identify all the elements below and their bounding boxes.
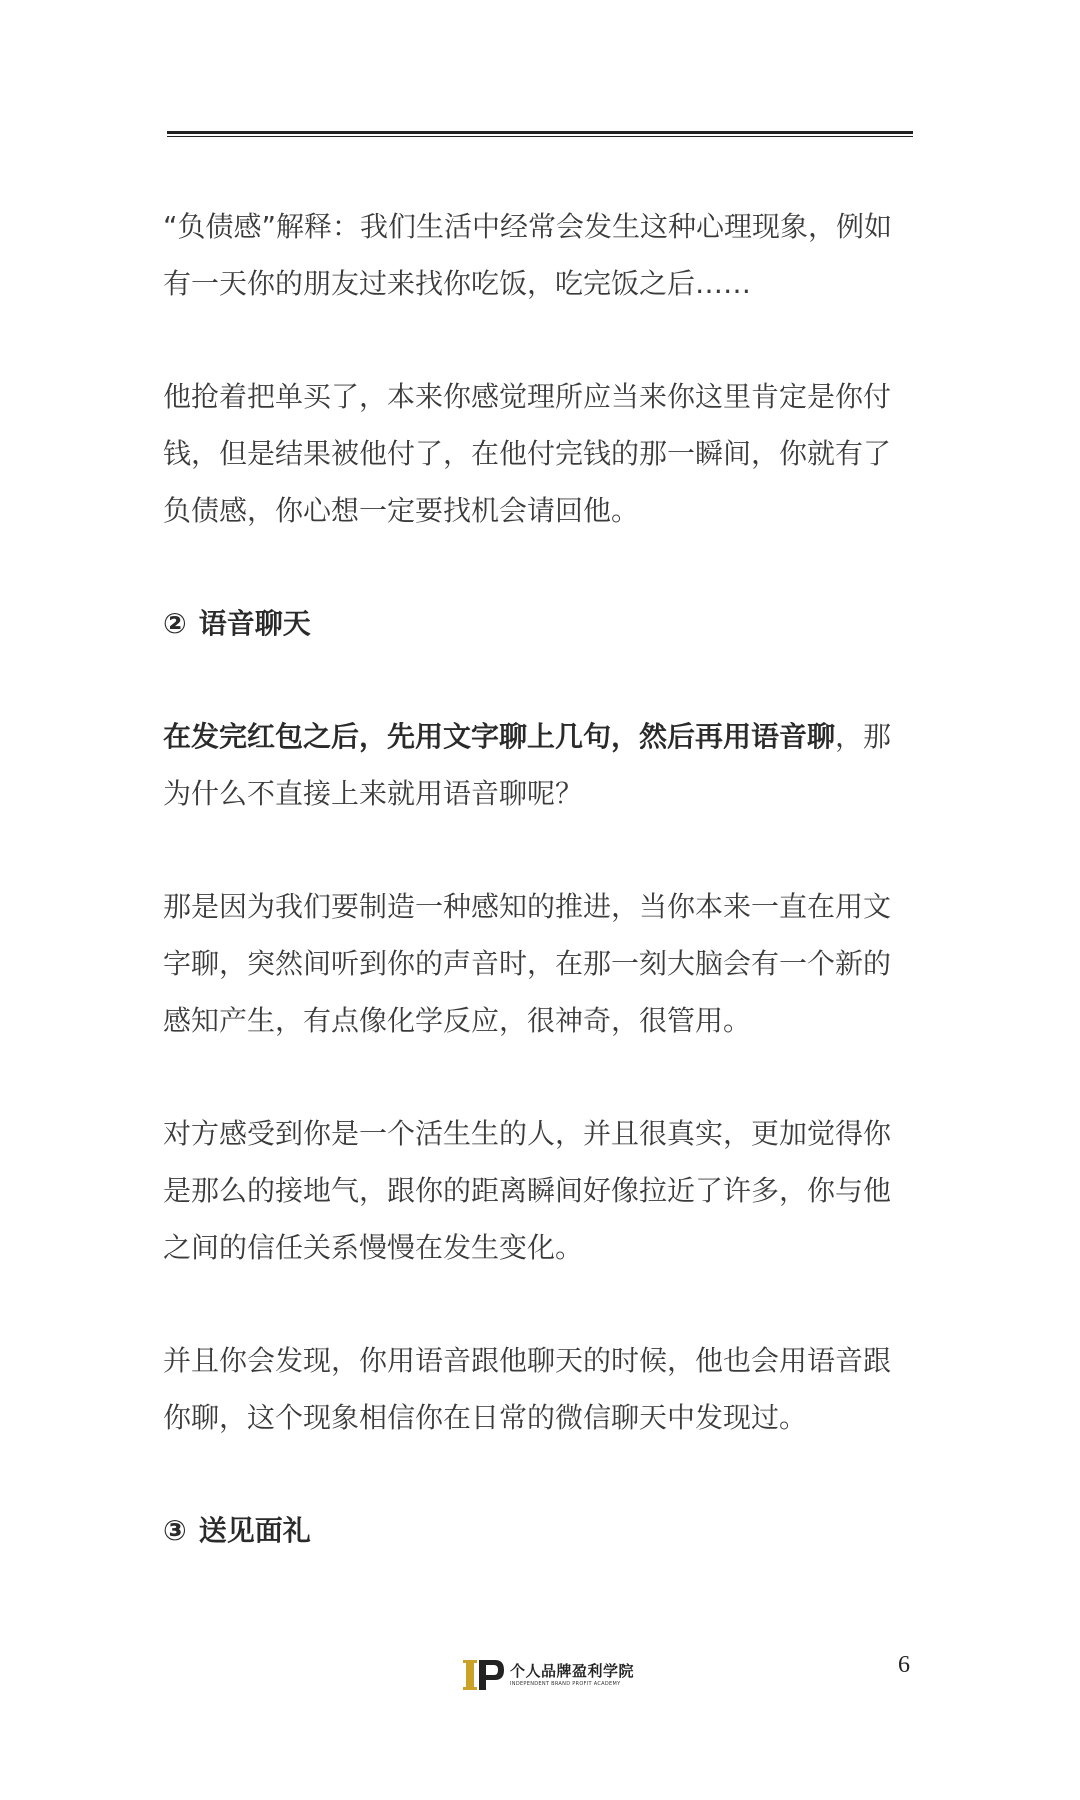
section-heading-gift [163, 1502, 917, 1559]
section-number: ② [163, 607, 187, 640]
bold-phrase: 在发完红包之后，先用文字聊上几句，然后再用语音聊 [163, 720, 836, 753]
logo-text: 个人品牌盈利学院 [510, 1662, 635, 1680]
paragraph-voice-reply: 并且你会发现，你用语音跟他聊天的时候，他也会用语音跟你聊，这个现象相信你在日常的微信聊天中发现过。 [163, 1344, 892, 1434]
section-heading-voice-chat [163, 595, 917, 652]
page-number: 6 [898, 1652, 910, 1678]
section-title: 语音聊天 [198, 607, 311, 640]
paragraph-perception: 那是因为我们要制造一种感知的推进，当你本来一直在用文字聊，突然间听到你的声音时，在那一刻大脑会有一个新的感知产生，有点像化学反应，很神奇，很管用。 [163, 890, 892, 1037]
ip-logo-icon [462, 1654, 506, 1696]
paragraph-voice-after-redpacket [163, 708, 917, 822]
section-title: 送见面礼 [198, 1514, 311, 1547]
footer-logo [462, 1654, 635, 1696]
paragraph-paying-bill: 他抢着把单买了，本来你感觉理所应当来你这里肯定是你付钱，但是结果被他付了，在他付完钱的那一瞬间，你就有了负债感，你心想一定要找机会请回他。 [163, 380, 892, 527]
document-body [163, 198, 917, 1615]
paragraph-trust: 对方感受到你是一个活生生的人，并且很真实，更加觉得你是那么的接地气，跟你的距离瞬间好像拉近了许多，你与他之间的信任关系慢慢在发生变化。 [163, 1117, 892, 1264]
logo-subtext: INDEPENDENT BRAND PROFIT ACADEMY [510, 1681, 621, 1687]
paragraph-debt-feeling: “负债感”解释：我们生活中经常会发生这种心理现象，例如有一天你的朋友过来找你吃饭，吃完饭之后…… [163, 210, 893, 300]
section-number: ③ [163, 1514, 187, 1547]
header-rule-thin [167, 136, 913, 137]
paragraph-text: ，那为什么不直接上来就用语音聊呢？ [163, 720, 892, 810]
header-rule [167, 131, 913, 138]
header-rule-thick [167, 131, 913, 134]
